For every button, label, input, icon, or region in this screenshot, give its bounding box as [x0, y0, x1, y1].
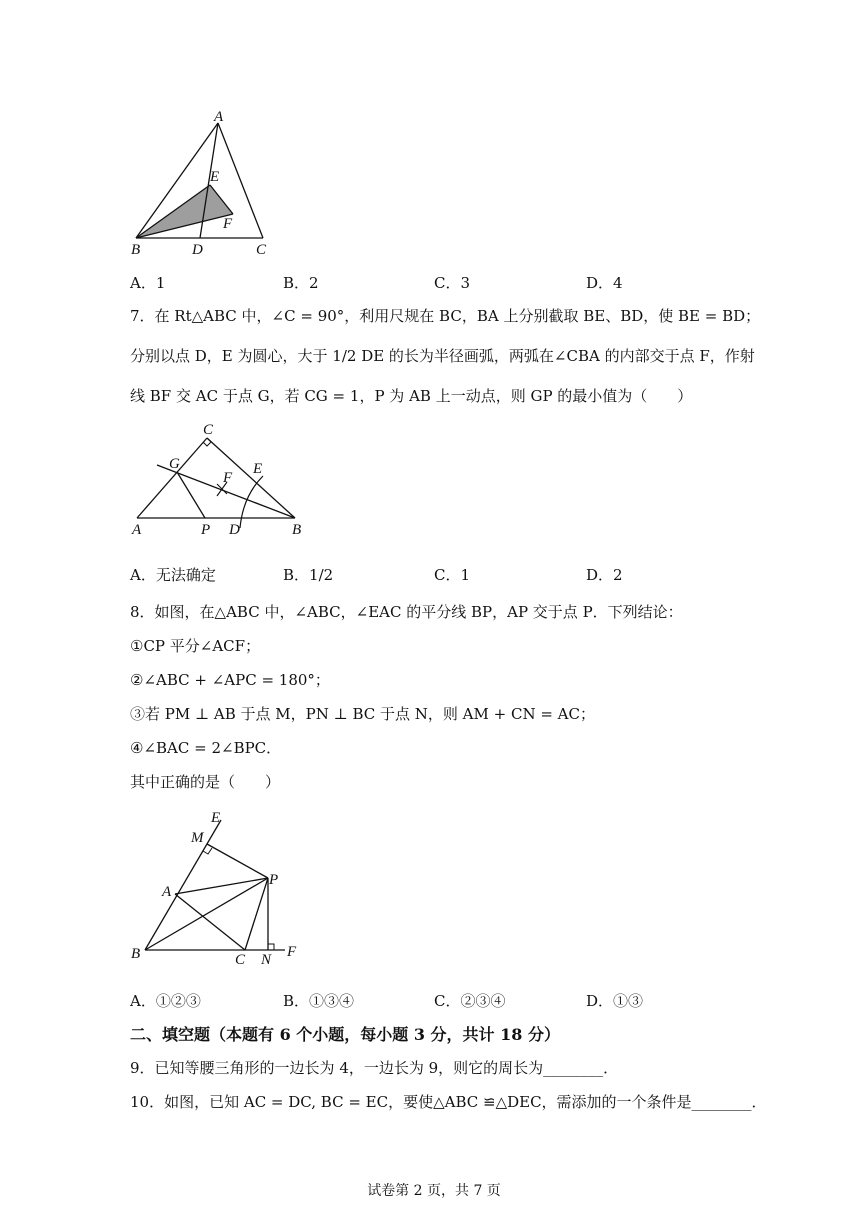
label-c: C: [235, 952, 246, 968]
q8-conclusion-4: ④∠BAC = 2∠BPC．: [130, 739, 282, 757]
label-b: B: [292, 522, 302, 538]
label-c: C: [256, 242, 267, 258]
q8-option-c[interactable]: C．②③④: [434, 992, 506, 1010]
q7-line-1: 7．在 Rt△ABC 中，∠C = 90°，利用尺规在 BC，BA 上分别截取 BE、BD，使 BE = BD；: [130, 307, 761, 325]
q6-option-a[interactable]: A．1: [130, 274, 166, 292]
q6-option-d[interactable]: D．4: [586, 274, 623, 292]
label-e: E: [253, 461, 263, 477]
page-footer: 试卷第 2 页，共 7 页: [367, 1183, 501, 1199]
q7-option-a[interactable]: A．无法确定: [130, 566, 216, 584]
label-a: A: [214, 109, 224, 125]
label-f: F: [287, 944, 297, 960]
label-b: B: [131, 946, 141, 962]
q10-text: 10．如图，已知 AC = DC, BC = EC，要使△ABC ≌△DEC，需添加的一个条件是________．: [130, 1093, 767, 1111]
q8-conclusion-2: ②∠ABC + ∠APC = 180°；: [130, 671, 330, 689]
q7-option-c[interactable]: C．1: [434, 566, 471, 584]
q7-option-b[interactable]: B．1/2: [283, 566, 334, 584]
q8-question: 其中正确的是（ ）: [130, 773, 281, 791]
label-p: P: [201, 522, 211, 538]
label-d: D: [229, 522, 240, 538]
label-a: A: [162, 884, 172, 900]
label-c: C: [203, 422, 214, 438]
q6-option-b[interactable]: B．2: [283, 274, 319, 292]
q8-conclusion-1: ①CP 平分∠ACF；: [130, 637, 261, 655]
q8-option-a[interactable]: A．①②③: [130, 992, 201, 1010]
label-n: N: [261, 952, 272, 968]
figure-q6: [125, 108, 285, 258]
label-d: D: [192, 242, 203, 258]
label-a: A: [132, 522, 142, 538]
shaded-triangle-bef: [136, 185, 233, 238]
label-e: E: [211, 810, 221, 826]
figure-q8: [125, 806, 315, 976]
q8-line-1: 8．如图，在△ABC 中，∠ABC，∠EAC 的平分线 BP，AP 交于点 P．下列结论：: [130, 603, 683, 621]
q7-line-2: 分别以点 D，E 为圆心，大于 1/2 DE 的长为半径画弧，两弧在∠CBA 的内部交于点 F，作射: [130, 347, 755, 365]
figure-q7: [125, 418, 315, 543]
label-b: B: [131, 242, 141, 258]
q7-line-3: 线 BF 交 AC 于点 G，若 CG = 1，P 为 AB 上一动点，则 GP 的最小值为（ ）: [130, 387, 693, 405]
q7-option-d[interactable]: D．2: [586, 566, 623, 584]
label-p: P: [269, 872, 279, 888]
q8-option-b[interactable]: B．①③④: [283, 992, 355, 1010]
label-e: E: [210, 169, 220, 185]
q8-option-d[interactable]: D．①③: [586, 992, 644, 1010]
section-fill-in-heading: 二、填空题（本题有 6 个小题，每小题 3 分，共计 18 分）: [130, 1025, 560, 1044]
q6-option-c[interactable]: C．3: [434, 274, 471, 292]
label-f: F: [223, 470, 233, 486]
label-g: G: [169, 456, 180, 472]
q8-conclusion-3: ③若 PM ⊥ AB 于点 M，PN ⊥ BC 于点 N，则 AM + CN = AC；: [130, 705, 595, 723]
label-m: M: [191, 830, 204, 846]
q9-text: 9．已知等腰三角形的一边长为 4，一边长为 9，则它的周长为________．: [130, 1059, 619, 1077]
label-f: F: [223, 216, 233, 232]
